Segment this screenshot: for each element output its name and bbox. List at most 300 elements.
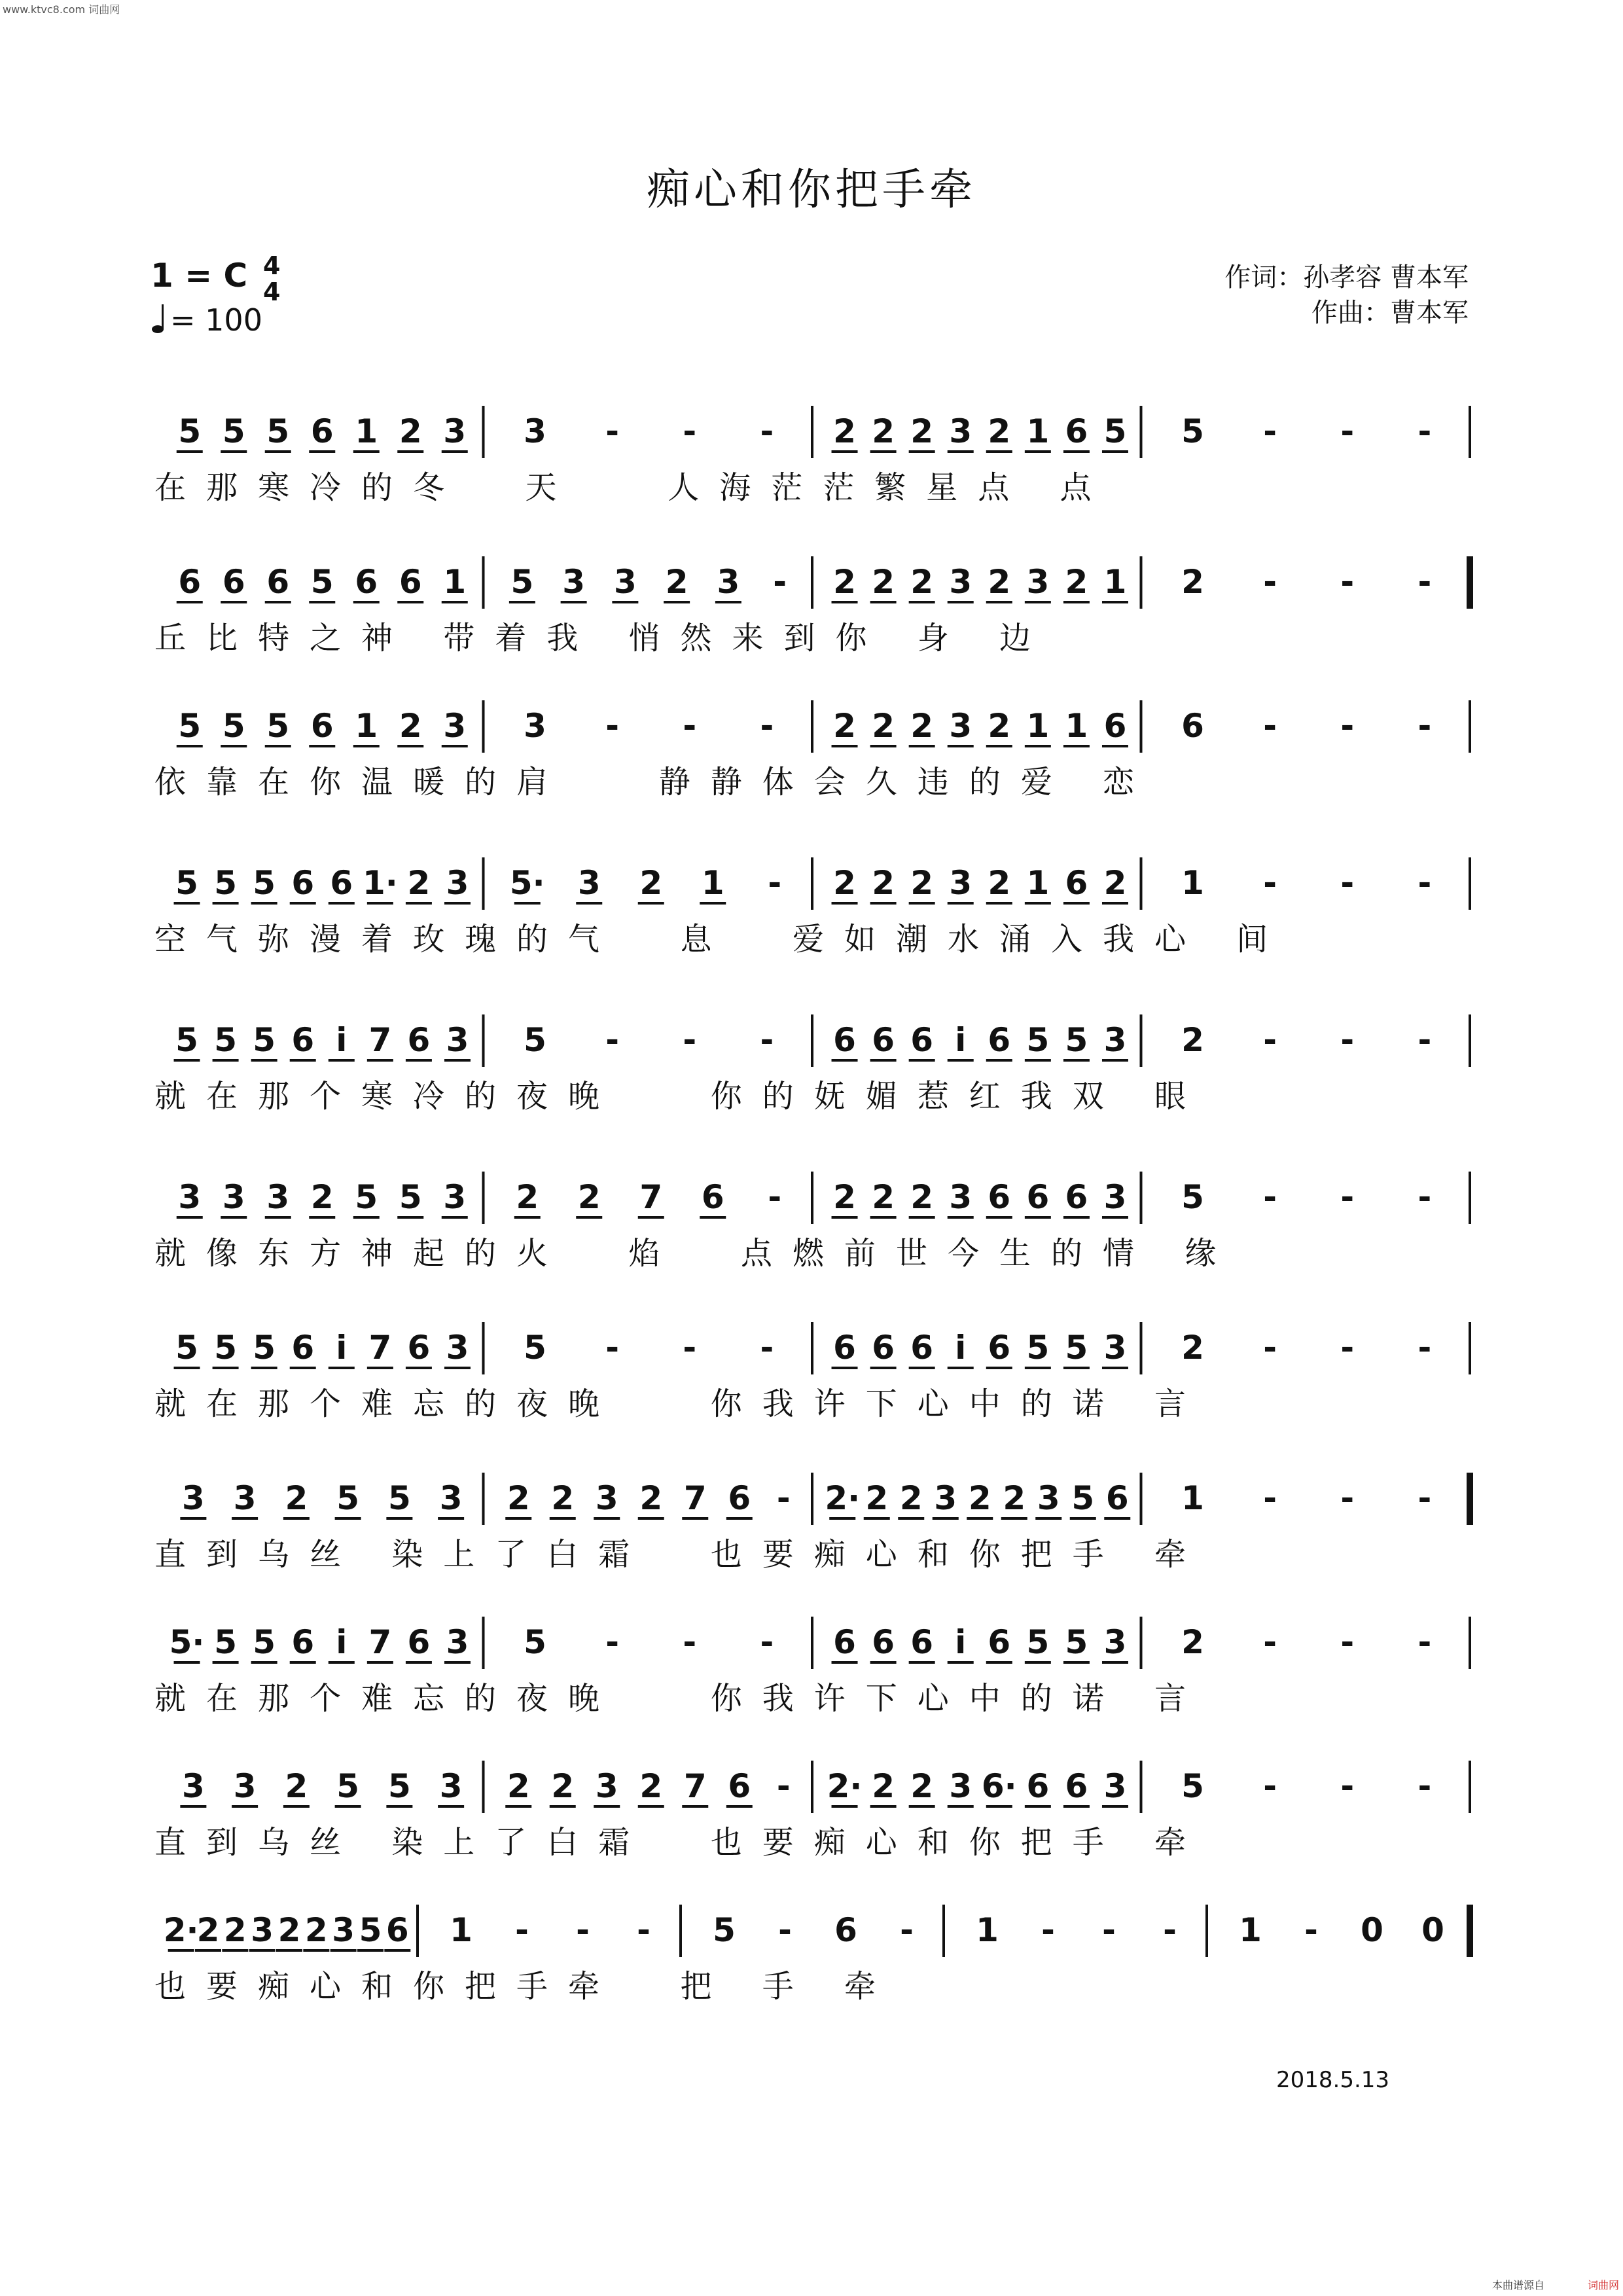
note: 3 <box>446 1329 469 1367</box>
note: 3 <box>266 1178 290 1216</box>
note: 3 <box>562 563 586 601</box>
note: 6 <box>701 1178 724 1216</box>
note: 3 <box>439 1479 463 1517</box>
note: 6 <box>910 1329 934 1367</box>
dash-mark: - <box>1263 1479 1277 1517</box>
note: 5 <box>510 563 534 601</box>
note: 5 <box>1181 1767 1204 1805</box>
note: 5 <box>387 1767 411 1805</box>
note: 1 <box>1065 707 1088 745</box>
note: 6 <box>178 563 202 601</box>
dash-mark: - <box>776 1767 791 1805</box>
notation-svg <box>154 1165 1470 1237</box>
note: 3 <box>1037 1479 1060 1517</box>
dash-mark: - <box>1102 1911 1116 1949</box>
note: i <box>336 1623 348 1661</box>
dash-mark: - <box>760 1329 774 1367</box>
note: 5 <box>387 1479 411 1517</box>
dash-mark: - <box>776 1479 791 1517</box>
note: 6 <box>407 1623 431 1661</box>
notation-svg <box>154 1466 1470 1538</box>
note: 5 <box>713 1911 736 1949</box>
note: 5 <box>175 1021 198 1059</box>
site-watermark: www.ktvc8.com 词曲网 <box>3 3 120 16</box>
note: 6 <box>399 563 422 601</box>
note: 3 <box>1103 1329 1127 1367</box>
note: 6 <box>833 1329 856 1367</box>
dash-mark: - <box>515 1911 529 1949</box>
dash-mark: - <box>605 1329 620 1367</box>
dash-mark: - <box>1263 864 1277 902</box>
note: 5 <box>175 1329 198 1367</box>
note: 3 <box>446 864 469 902</box>
composer-credit: 作曲：曹本军 <box>1311 298 1469 328</box>
note: 2 <box>304 1911 328 1949</box>
note: 5 <box>253 864 276 902</box>
dash-mark: - <box>1340 1021 1355 1059</box>
note: 5 <box>214 1329 237 1367</box>
dash-mark: - <box>1041 1911 1055 1949</box>
note: 3 <box>1026 563 1050 601</box>
note: 6 <box>310 707 334 745</box>
note: 3 <box>443 1178 467 1216</box>
note: 6 <box>833 1623 856 1661</box>
note: 2 <box>223 1911 247 1949</box>
dash-mark: - <box>760 1021 774 1059</box>
score-system <box>0 1754 1623 1898</box>
dash-mark: - <box>637 1911 651 1949</box>
note: 3 <box>181 1479 205 1517</box>
notation-line <box>154 694 1470 766</box>
dash-mark: - <box>1263 1021 1277 1059</box>
note: 1 <box>355 707 378 745</box>
note: 2 <box>833 707 856 745</box>
note: 2 <box>1003 1479 1026 1517</box>
note: 5 <box>214 1021 237 1059</box>
note: 2 <box>196 1911 220 1949</box>
date-stamp: 2018.5.13 <box>1276 2067 1390 2093</box>
footer-source-label: 本曲谱源自 <box>1491 2279 1544 2291</box>
note: 5 <box>524 1329 546 1367</box>
note: 2 <box>910 563 934 601</box>
note: 5 <box>1103 412 1127 450</box>
note: 6· <box>981 1767 1017 1805</box>
note: 3 <box>949 563 972 601</box>
lyric-line: 丘比特之神 带着我 悄然来到你 身 边 <box>154 620 1052 656</box>
notation-line <box>154 1165 1470 1237</box>
note: 2 <box>551 1767 575 1805</box>
note: 5 <box>175 864 198 902</box>
dash-mark: - <box>576 1911 590 1949</box>
note: 6 <box>407 1329 431 1367</box>
note: 6 <box>330 864 353 902</box>
score-system <box>0 399 1623 543</box>
note: 1 <box>1103 563 1127 601</box>
note: 2 <box>988 707 1011 745</box>
dash-mark: - <box>1163 1911 1177 1949</box>
note: 1 <box>701 864 724 902</box>
note: 2· <box>163 1911 199 1949</box>
note: 3 <box>577 864 601 902</box>
note: 2· <box>827 1767 863 1805</box>
note: 2 <box>872 1767 895 1805</box>
note: 5 <box>253 1329 276 1367</box>
note: 3 <box>443 412 467 450</box>
note: 6 <box>910 1021 934 1059</box>
note: 5 <box>355 1178 378 1216</box>
note: 5 <box>266 412 290 450</box>
note: 2 <box>968 1479 991 1517</box>
note: 2 <box>285 1767 308 1805</box>
tempo-marking <box>152 302 262 342</box>
note: 2 <box>1181 563 1204 601</box>
note: 5 <box>1026 1021 1050 1059</box>
note: 5· <box>509 864 545 902</box>
note: 3 <box>251 1911 274 1949</box>
note: 2 <box>1181 1623 1204 1661</box>
dash-mark: - <box>1263 1623 1277 1661</box>
score-system <box>0 1008 1623 1152</box>
note: 5 <box>1065 1021 1088 1059</box>
dash-mark: - <box>1340 707 1355 745</box>
time-signature-bottom: 4 <box>263 278 281 306</box>
note: 1 <box>1181 864 1204 902</box>
note: 3 <box>1103 1623 1127 1661</box>
score-system <box>0 1316 1623 1460</box>
note: 2 <box>577 1178 601 1216</box>
note: 2 <box>639 864 663 902</box>
note: 1 <box>443 563 467 601</box>
note: 1 <box>1026 864 1050 902</box>
note: 6 <box>1026 1178 1050 1216</box>
lyric-line: 就像东方神起的火 焰 点燃前世今生的情 缘 <box>154 1235 1237 1272</box>
note: 5 <box>399 1178 422 1216</box>
note: 2 <box>833 1178 856 1216</box>
note: 3 <box>717 563 740 601</box>
dash-mark: - <box>1418 707 1432 745</box>
notation-line <box>154 1316 1470 1388</box>
note: 2 <box>899 1479 923 1517</box>
lyric-line: 就在那个寒冷的夜晚 你的妩媚惹红我双 眼 <box>154 1078 1207 1115</box>
note: 6 <box>988 1021 1011 1059</box>
note: 2 <box>872 707 895 745</box>
note: 6 <box>291 1021 315 1059</box>
time-signature-top: 4 <box>263 251 281 280</box>
note: 2 <box>833 563 856 601</box>
note: 2 <box>285 1479 308 1517</box>
note: 5 <box>524 1623 546 1661</box>
dash-mark: - <box>1340 412 1355 450</box>
note: 2 <box>988 412 1011 450</box>
note: 5 <box>524 1021 546 1059</box>
lyricist-credit: 作词：孙孝容 曹本军 <box>1224 262 1469 293</box>
dash-mark: - <box>1263 1329 1277 1367</box>
note: 6 <box>291 1329 315 1367</box>
notation-svg <box>154 851 1470 923</box>
note: 1 <box>355 412 378 450</box>
notation-line <box>154 1008 1470 1080</box>
note: 6 <box>1065 412 1088 450</box>
note: 2 <box>988 864 1011 902</box>
note: 6 <box>291 1623 315 1661</box>
dash-mark: - <box>1263 1767 1277 1805</box>
note: 6 <box>222 563 245 601</box>
note: 2 <box>833 864 856 902</box>
note: 2 <box>910 1767 934 1805</box>
note: 6 <box>872 1329 895 1367</box>
note: 1 <box>450 1911 473 1949</box>
dash-mark: - <box>768 1178 782 1216</box>
note: 6 <box>310 412 334 450</box>
dash-mark: - <box>683 412 697 450</box>
note: 6 <box>355 563 378 601</box>
dash-mark: - <box>683 1021 697 1059</box>
note: 2 <box>639 1767 663 1805</box>
note: 3 <box>949 707 972 745</box>
note: 3 <box>949 412 972 450</box>
note: 6 <box>872 1021 895 1059</box>
note: 6 <box>266 563 290 601</box>
dash-mark: - <box>605 707 620 745</box>
note: 6 <box>872 1623 895 1661</box>
time-signature <box>263 253 280 305</box>
note: 3 <box>233 1767 257 1805</box>
note: 6 <box>1065 1178 1088 1216</box>
dash-mark: - <box>1263 707 1277 745</box>
note: 0 <box>1421 1911 1444 1949</box>
notation-line <box>154 1898 1470 1970</box>
dash-mark: - <box>1340 1329 1355 1367</box>
note: 2 <box>865 1479 889 1517</box>
note: 5 <box>178 412 202 450</box>
note: 6 <box>1103 707 1127 745</box>
note: 5 <box>359 1911 382 1949</box>
dash-mark: - <box>1263 563 1277 601</box>
note: i <box>955 1021 967 1059</box>
note: 7 <box>683 1479 707 1517</box>
dash-mark: - <box>1418 1479 1432 1517</box>
note: 2 <box>399 412 422 450</box>
note: 3 <box>524 707 546 745</box>
note: 5 <box>1181 412 1204 450</box>
notation-line <box>154 1610 1470 1682</box>
dash-mark: - <box>778 1911 792 1949</box>
note: 1 <box>1026 707 1050 745</box>
note: 6 <box>728 1767 751 1805</box>
note: 2· <box>825 1479 861 1517</box>
lyric-line: 直到乌丝 染上了白霜 也要痴心和你把手 牵 <box>154 1824 1207 1861</box>
note: 6 <box>1026 1767 1050 1805</box>
note: 2 <box>507 1767 530 1805</box>
note: 3 <box>949 864 972 902</box>
dash-mark: - <box>760 412 774 450</box>
notation-svg <box>154 1898 1470 1970</box>
note: 6 <box>1105 1479 1129 1517</box>
dash-mark: - <box>1340 1178 1355 1216</box>
note: 6 <box>1065 1767 1088 1805</box>
lyric-line: 就在那个难忘的夜晚 你我许下心中的诺 言 <box>154 1386 1207 1422</box>
song-title: 痴心和你把手牵 <box>647 164 976 215</box>
dash-mark: - <box>1418 412 1432 450</box>
score-system <box>0 694 1623 838</box>
note: 2 <box>399 707 422 745</box>
note: 2 <box>277 1911 301 1949</box>
note: 3 <box>446 1623 469 1661</box>
note: 0 <box>1361 1911 1383 1949</box>
score-system <box>0 851 1623 995</box>
dash-mark: - <box>605 1623 620 1661</box>
note: 3 <box>332 1911 355 1949</box>
note: 2 <box>507 1479 530 1517</box>
note: 2 <box>1103 864 1127 902</box>
note: 2 <box>310 1178 334 1216</box>
note: 1 <box>1181 1479 1204 1517</box>
note: 3 <box>222 1178 245 1216</box>
dash-mark: - <box>683 1329 697 1367</box>
note: i <box>336 1021 348 1059</box>
note: 3 <box>443 707 467 745</box>
notation-svg <box>154 1008 1470 1080</box>
note: 2 <box>872 1178 895 1216</box>
note: 1 <box>1239 1911 1262 1949</box>
notation-svg <box>154 550 1470 622</box>
dash-mark: - <box>760 1623 774 1661</box>
note: 2 <box>1181 1021 1204 1059</box>
note: 2 <box>910 707 934 745</box>
note: 5· <box>169 1623 205 1661</box>
note: 2 <box>1181 1329 1204 1367</box>
notation-svg <box>154 1754 1470 1826</box>
note: 5 <box>310 563 334 601</box>
note: 7 <box>368 1623 392 1661</box>
note: 6 <box>988 1329 1011 1367</box>
note: 6 <box>833 1021 856 1059</box>
key-signature: 1 = C <box>151 257 248 295</box>
dash-mark: - <box>1340 1767 1355 1805</box>
notation-line <box>154 399 1470 471</box>
note: 3 <box>949 1178 972 1216</box>
note: 5 <box>1071 1479 1095 1517</box>
note: 7 <box>639 1178 663 1216</box>
note: 3 <box>595 1479 618 1517</box>
notation-svg <box>154 399 1470 471</box>
note: 6 <box>291 864 315 902</box>
note: 2 <box>639 1479 663 1517</box>
note: 6 <box>910 1623 934 1661</box>
score-system <box>0 1898 1623 2042</box>
dash-mark: - <box>773 563 787 601</box>
lyric-line: 在那寒冷的冬 天 人海茫茫繁星点 点 <box>154 469 1112 506</box>
note: 3 <box>446 1021 469 1059</box>
dash-mark: - <box>1340 1479 1355 1517</box>
dash-mark: - <box>605 1021 620 1059</box>
dash-mark: - <box>1304 1911 1318 1949</box>
lyric-line: 就在那个难忘的夜晚 你我许下心中的诺 言 <box>154 1680 1207 1717</box>
dash-mark: - <box>1263 1178 1277 1216</box>
score-system <box>0 1466 1623 1610</box>
note: 5 <box>214 1623 237 1661</box>
note: 7 <box>368 1329 392 1367</box>
note: 2 <box>1065 563 1088 601</box>
footer-site-label: 词曲网 <box>1587 2279 1619 2291</box>
note: 3 <box>934 1479 957 1517</box>
note: 3 <box>181 1767 205 1805</box>
note: 6 <box>988 1178 1011 1216</box>
dash-mark: - <box>1418 1767 1432 1805</box>
note: 5 <box>336 1767 360 1805</box>
note: 5 <box>1065 1623 1088 1661</box>
note: 2 <box>910 864 934 902</box>
note: 2 <box>551 1479 575 1517</box>
note: i <box>336 1329 348 1367</box>
note: 2 <box>872 563 895 601</box>
note: 2 <box>872 412 895 450</box>
note: 5 <box>1026 1623 1050 1661</box>
dash-mark: - <box>683 707 697 745</box>
note: 6 <box>1065 864 1088 902</box>
note: 2 <box>407 864 431 902</box>
quarter-note-icon <box>152 303 166 342</box>
note: 5 <box>222 707 245 745</box>
note: 1· <box>362 864 398 902</box>
note: 5 <box>178 707 202 745</box>
note: 5 <box>336 1479 360 1517</box>
notation-line <box>154 1754 1470 1826</box>
note: 2 <box>910 1178 934 1216</box>
note: 7 <box>683 1767 707 1805</box>
notation-line <box>154 550 1470 622</box>
note: 6 <box>407 1021 431 1059</box>
note: 1 <box>976 1911 999 1949</box>
score-system <box>0 550 1623 694</box>
notation-svg <box>154 1610 1470 1682</box>
note: 3 <box>233 1479 257 1517</box>
dash-mark: - <box>1340 864 1355 902</box>
note: 3 <box>1103 1021 1127 1059</box>
note: 5 <box>222 412 245 450</box>
note: 2 <box>988 563 1011 601</box>
note: 2 <box>665 563 688 601</box>
note: 6 <box>728 1479 751 1517</box>
dash-mark: - <box>605 412 620 450</box>
note: 5 <box>214 864 237 902</box>
dash-mark: - <box>1418 563 1432 601</box>
note: 3 <box>178 1178 202 1216</box>
dash-mark: - <box>768 864 782 902</box>
note: 5 <box>253 1021 276 1059</box>
lyric-line: 空气弥漫着玫瑰的气 息 爱如潮水涌入我心 间 <box>154 921 1289 958</box>
dash-mark: - <box>1340 1623 1355 1661</box>
dash-mark: - <box>1418 1021 1432 1059</box>
note: 5 <box>1026 1329 1050 1367</box>
notation-svg <box>154 1316 1470 1388</box>
note: 7 <box>368 1021 392 1059</box>
dash-mark: - <box>1418 1623 1432 1661</box>
dash-mark: - <box>760 707 774 745</box>
dash-mark: - <box>1418 864 1432 902</box>
note: 3 <box>1103 1178 1127 1216</box>
note: 1 <box>1026 412 1050 450</box>
score-system <box>0 1165 1623 1309</box>
note: 6 <box>1181 707 1204 745</box>
note: 5 <box>266 707 290 745</box>
note: 5 <box>253 1623 276 1661</box>
score-system <box>0 1610 1623 1754</box>
dash-mark: - <box>1263 412 1277 450</box>
note: 3 <box>595 1767 618 1805</box>
dash-mark: - <box>683 1623 697 1661</box>
tempo-value: = 100 <box>170 302 262 338</box>
